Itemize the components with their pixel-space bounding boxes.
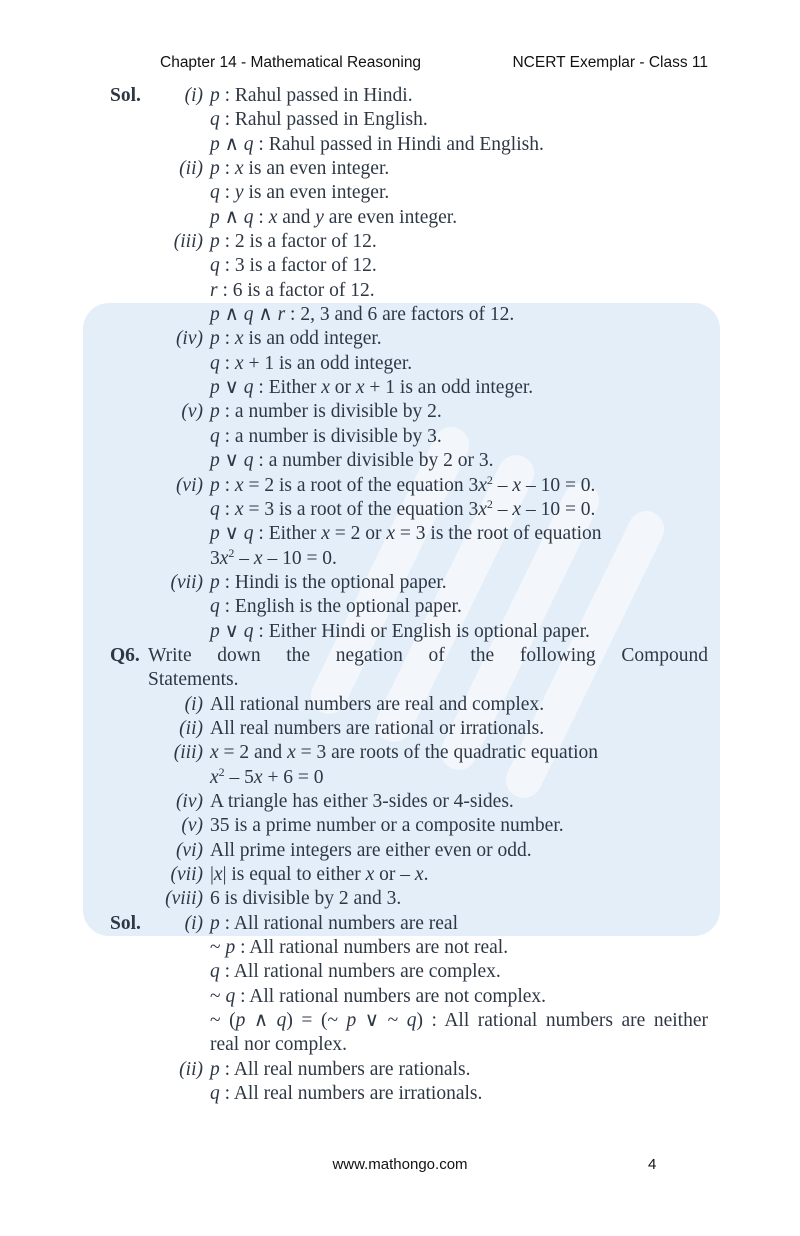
line-text: All real numbers are rational or irrationals. <box>210 717 545 739</box>
text-line <box>0 279 800 303</box>
text-line <box>0 814 800 838</box>
item-marker: (v) <box>181 815 203 837</box>
item-marker: (viii) <box>165 888 203 910</box>
text-line <box>0 303 800 327</box>
line-text: r : 6 is a factor of 12. <box>210 279 375 301</box>
line-text: ~ (p ∧ q) = (~ p ∨ ~ q) : All rational numbers are neither <box>210 1010 708 1032</box>
text-line <box>0 620 800 644</box>
line-text: x = 2 and x = 3 are roots of the quadratic equation <box>210 742 599 764</box>
line-text: p ∧ q : x and y are even integer. <box>210 206 458 228</box>
line-text: p ∨ q : Either x = 2 or x = 3 is the root of equation <box>210 523 602 545</box>
item-marker: (iii) <box>173 231 203 253</box>
text-line <box>0 960 800 984</box>
text-line <box>0 352 800 376</box>
item-marker: (i) <box>184 85 203 106</box>
line-text: p ∧ q ∧ r : 2, 3 and 6 are factors of 12. <box>210 304 515 326</box>
text-line <box>0 717 800 741</box>
text-line <box>0 863 800 887</box>
text-line <box>0 1058 800 1082</box>
line-text: Statements. <box>148 669 239 691</box>
text-line <box>0 668 800 692</box>
line-text: p : x is an even integer. <box>210 158 390 180</box>
line-text: p : All real numbers are rationals. <box>210 1058 471 1080</box>
line-text: p : a number is divisible by 2. <box>210 401 442 423</box>
text-line <box>0 522 800 546</box>
text-line <box>0 1082 800 1106</box>
text-line <box>0 741 800 765</box>
item-marker: (iv) <box>175 790 203 812</box>
text-line <box>0 133 800 157</box>
item-marker: (ii) <box>179 717 203 739</box>
text-line <box>0 400 800 424</box>
text-line <box>0 693 800 717</box>
line-text: q : 3 is a factor of 12. <box>210 255 377 277</box>
text-line <box>0 254 800 278</box>
item-marker: (vii) <box>170 571 203 593</box>
item-marker: (iv) <box>175 328 203 350</box>
text-line <box>0 449 800 473</box>
text-line <box>0 571 800 595</box>
line-text: p : x = 2 is a root of the equation $3x^2 - x - 10 = 0$. <box>210 473 596 496</box>
text-line <box>0 327 800 351</box>
line-text: q : x + 1 is an odd integer. <box>210 352 413 374</box>
text-line <box>0 425 800 449</box>
line-text: 6 is divisible by 2 and 3. <box>210 888 402 910</box>
line-text: q : All real numbers are irrationals. <box>210 1083 483 1105</box>
section-label: Q6. <box>110 644 140 666</box>
content-lines <box>0 84 800 1106</box>
line-text: q : English is the optional paper. <box>210 596 462 618</box>
line-text: 35 is a prime number or a composite number. <box>210 815 564 837</box>
item-marker: (i) <box>184 693 203 715</box>
line-text: q : Rahul passed in English. <box>210 109 428 131</box>
line-text: $3x^2 - x - 10 = 0$. <box>210 546 337 569</box>
text-line <box>0 1009 800 1033</box>
text-line <box>0 766 800 790</box>
text-line <box>0 84 800 108</box>
text-line <box>0 790 800 814</box>
text-line <box>0 912 800 936</box>
item-marker: (iii) <box>173 742 203 764</box>
line-text: q : x = 3 is a root of the equation $3x^2 - x - 10 = 0$. <box>210 497 596 520</box>
line-text: ~ q : All rational numbers are not complex. <box>210 985 547 1007</box>
line-text: |x| is equal to either x or – x. <box>210 864 429 885</box>
line-text: All rational numbers are real and complex. <box>210 693 545 715</box>
item-marker: (vii) <box>170 864 203 885</box>
line-text: q : a number is divisible by 3. <box>210 425 442 447</box>
line-text: ~ p : All rational numbers are not real. <box>210 937 509 959</box>
item-marker: (vi) <box>175 839 203 861</box>
item-marker: (ii) <box>179 1058 203 1080</box>
text-line <box>0 498 800 522</box>
header-chapter-title: Chapter 14 - Mathematical Reasoning <box>160 54 422 71</box>
line-text: q : y is an even integer. <box>210 182 390 204</box>
line-text: $x^2 - 5x + 6 = 0$ <box>210 765 324 788</box>
text-line <box>0 839 800 863</box>
header-book-title: NCERT Exemplar - Class 11 <box>512 54 708 71</box>
line-text: All prime integers are either even or odd. <box>210 839 532 861</box>
line-text: p : 2 is a factor of 12. <box>210 231 377 253</box>
section-label: Sol. <box>110 912 141 934</box>
text-line <box>0 595 800 619</box>
line-text: Write down the negation of the following Compound <box>148 644 708 666</box>
line-text: p : Rahul passed in Hindi. <box>210 85 413 106</box>
page-number: 4 <box>648 1156 657 1173</box>
line-text: p : All rational numbers are real <box>210 912 458 934</box>
section-label: Sol. <box>110 85 141 106</box>
footer-website-text: www.mathongo.com <box>332 1156 468 1173</box>
text-line <box>0 474 800 498</box>
text-line <box>0 181 800 205</box>
text-line <box>0 157 800 181</box>
text-line <box>0 1033 800 1057</box>
line-text: p ∨ q : a number divisible by 2 or 3. <box>210 450 494 472</box>
item-marker: (ii) <box>179 158 203 180</box>
text-line <box>0 985 800 1009</box>
text-line <box>0 644 800 668</box>
line-text: p ∨ q : Either Hindi or English is optional paper. <box>210 620 590 642</box>
text-line <box>0 376 800 400</box>
line-text: A triangle has either 3-sides or 4-sides. <box>210 790 514 812</box>
text-line <box>0 206 800 230</box>
line-text: q : All rational numbers are complex. <box>210 961 501 983</box>
page-footer <box>0 1156 800 1176</box>
line-text: real nor complex. <box>210 1034 347 1056</box>
page-header <box>0 54 800 76</box>
line-text: p : x is an odd integer. <box>210 328 382 350</box>
text-line <box>0 547 800 571</box>
item-marker: (i) <box>184 912 203 934</box>
text-line <box>0 887 800 911</box>
text-line <box>0 108 800 132</box>
line-text: p ∧ q : Rahul passed in Hindi and English. <box>210 133 544 155</box>
item-marker: (v) <box>181 401 203 423</box>
text-line <box>0 230 800 254</box>
line-text: p ∨ q : Either x or x + 1 is an odd integer. <box>210 377 534 399</box>
item-marker: (vi) <box>175 474 203 496</box>
line-text: p : Hindi is the optional paper. <box>210 571 447 593</box>
text-line <box>0 936 800 960</box>
